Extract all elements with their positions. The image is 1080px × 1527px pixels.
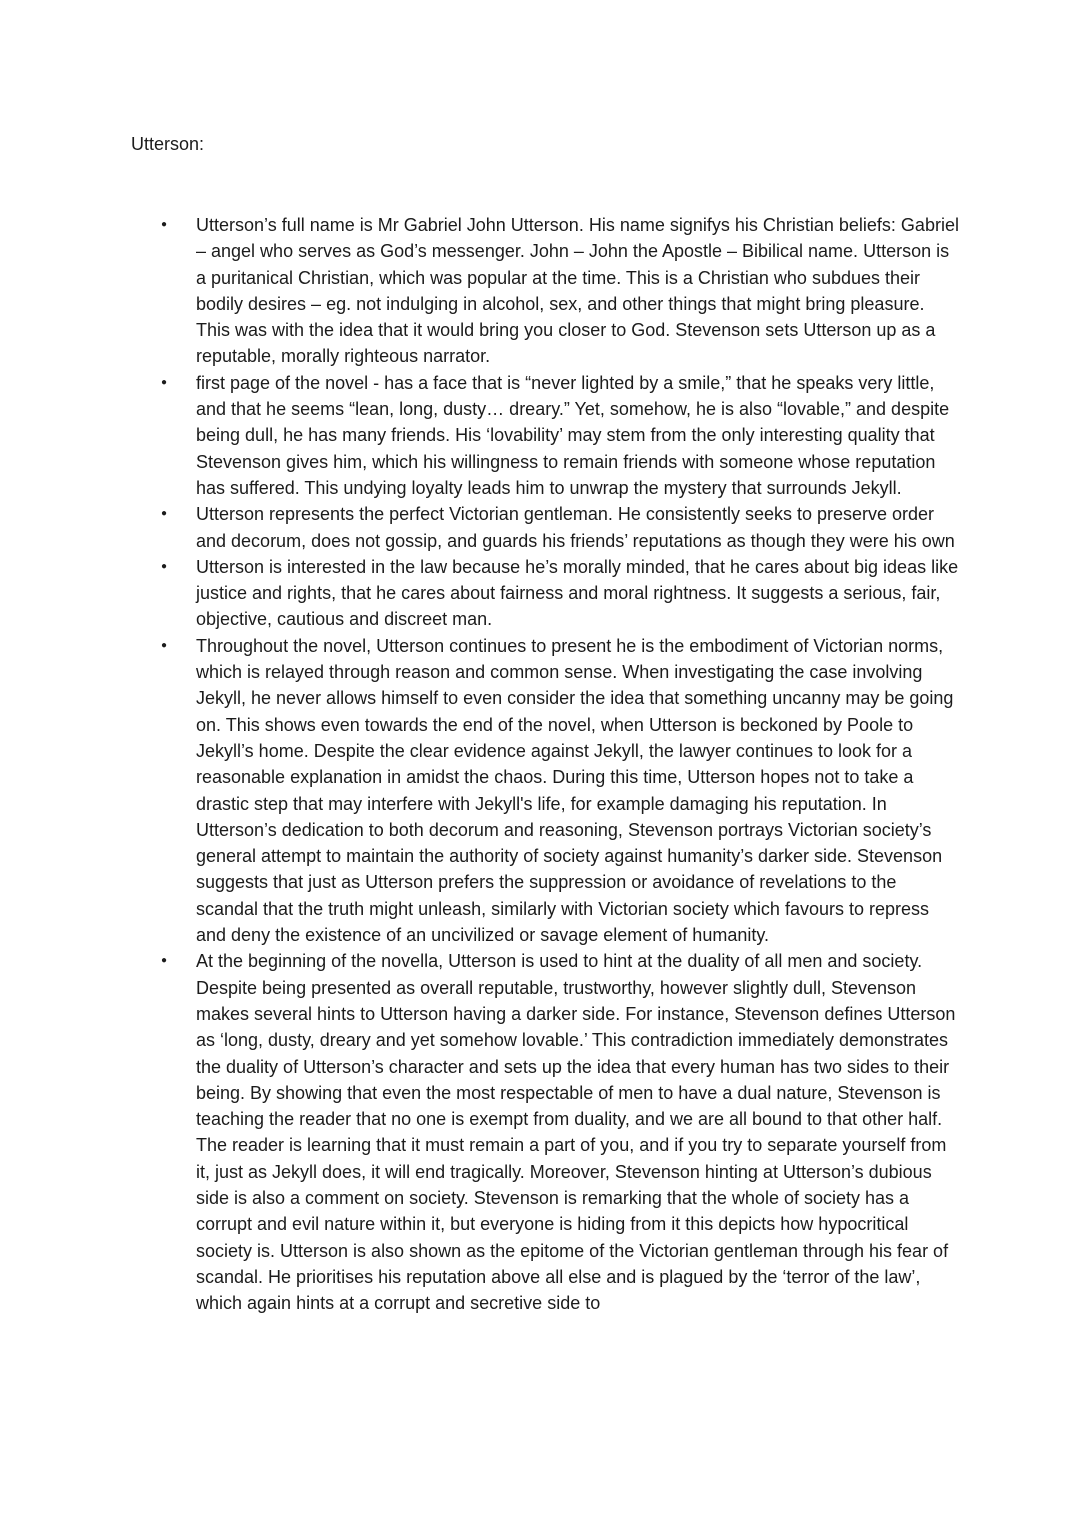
bullet-item-name: ● Utterson’s full name is Mr Gabriel John Utterson. His name signifys his Christian beliefs: Gabriel – angel who serves as God’s messenger. John – John the Apostle – Bibilical name. Utterson is a puritanical Christian, which was popular at the time. This is a Christian who subdues their bodily desires – eg. not indulging in alcohol, sex, and other things that might bring pleasure. This was with the idea that it would bring you closer to God. Stevenson sets Utterson up as a reputable, morally righteous narrator. [160, 212, 960, 370]
bullet-item-law: ● Utterson is interested in the law because he’s morally minded, that he cares about big ideas like justice and rights, that he cares about fairness and moral rightness. It suggests a serious, fair, objective, cautious and discreet man. [160, 554, 960, 633]
bullet-item-duality: ● At the beginning of the novella, Utterson is used to hint at the duality of all men and society. Despite being presented as overall reputable, trustworthy, however slightly dull, Stevenson makes several hints to Utterson having a darker side. For instance, Stevenson defines Utterson as ‘long, dusty, dreary and yet somehow lovable.’ This contradiction immediately demonstrates the duality of Utterson’s character and sets up the idea that every human has two sides to their being. By showing that even the most respectable of men to have a dual nature, Stevenson is teaching the reader that no one is exempt from duality, and we are all bound to that other half. The reader is learning that it must remain a part of you, and if you try to separate yourself from it, just as Jekyll does, it will end tragically. Moreover, Stevenson hinting at Utterson’s dubious side is also a comment on society. Stevenson is remarking that the whole of society has a corrupt and evil nature within it, but everyone is hiding from it this depicts how hypocritical society is. Utterson is also shown as the epitome of the Victorian gentleman through his fear of scandal. He prioritises his reputation above all else and is plagued by the ‘terror of the law’, which again hints at a corrupt and secretive side to [160, 948, 960, 1316]
bullet-item-first-page: ● first page of the novel - has a face that is “never lighted by a smile,” that he speaks very little, and that he seems “lean, long, dusty… dreary.” Yet, somehow, he is also “lovable,” and despite being dull, he has many friends. His ‘lovability’ may stem from the only interesting quality that Stevenson gives him, which his willingness to remain friends with someone whose reputation has suffered. This undying loyalty leads him to unwrap the mystery that surrounds Jekyll. [160, 370, 960, 501]
page-heading: Utterson: [131, 134, 205, 154]
bullet-item-victorian-gentleman: ● Utterson represents the perfect Victorian gentleman. He consistently seeks to preserve order and decorum, does not gossip, and guards his friends’ reputations as though they were his own [160, 501, 960, 554]
bullet-item-victorian-norms: ● Throughout the novel, Utterson continues to present he is the embodiment of Victorian norms, which is relayed through reason and common sense. When investigating the case involving Jekyll, he never allows himself to even consider the idea that something uncanny may be going on. This shows even towards the end of the novel, when Utterson is beckoned by Poole to Jekyll’s home. Despite the clear evidence against Jekyll, the lawyer continues to look for a reasonable explanation in amidst the chaos. During this time, Utterson hopes not to take a drastic step that may interfere with Jekyll's life, for example damaging his reputation. In Utterson’s dedication to both decorum and reasoning, Stevenson portrays Victorian society’s general attempt to maintain the authority of society against humanity’s darker side. Stevenson suggests that just as Utterson prefers the suppression or avoidance of revelations to the scandal that the truth might unleash, similarly with Victorian society which favours to repress and deny the existence of an uncivilized or savage element of humanity. [160, 633, 960, 949]
bullet-list [160, 212, 960, 1316]
